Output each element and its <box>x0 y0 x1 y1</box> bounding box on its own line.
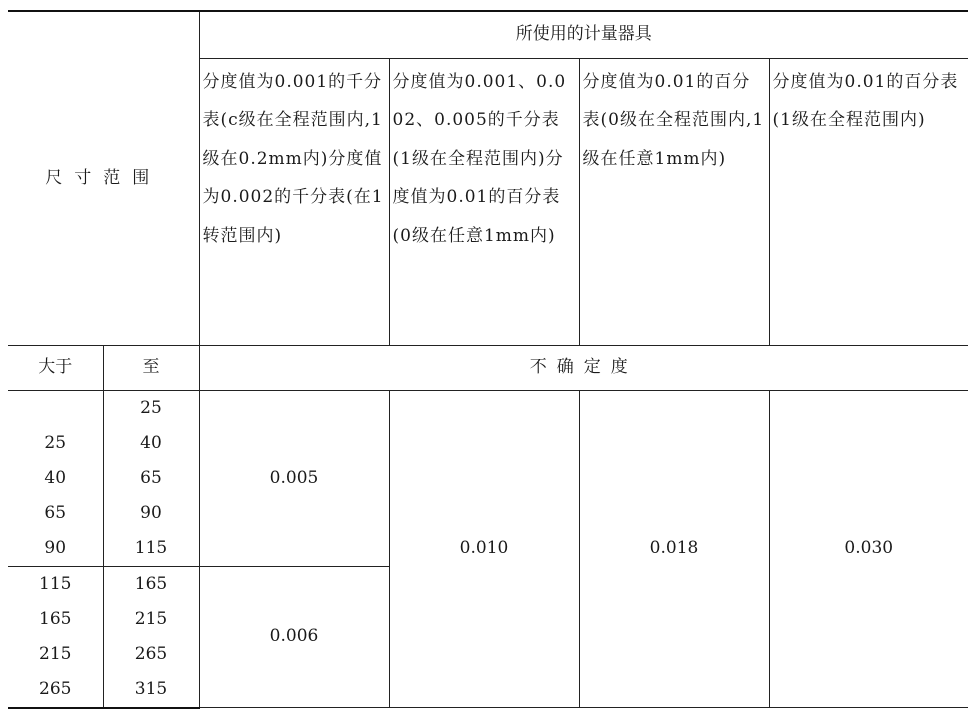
from-header: 大于 <box>8 345 103 390</box>
row-7-from: 165 <box>8 602 103 637</box>
row-2-from: 25 <box>8 426 103 461</box>
row-5-from: 90 <box>8 531 103 567</box>
row-6-to: 165 <box>103 566 199 602</box>
row-6-from: 115 <box>8 566 103 602</box>
row-9-to: 315 <box>103 672 199 708</box>
uncertainty-col2: 0.010 <box>389 390 579 708</box>
row-9-from: 265 <box>8 672 103 708</box>
row-7-to: 215 <box>103 602 199 637</box>
instrument-4-text: 分度值为0.01的百分表(1级在全程范围内) <box>772 71 959 130</box>
instrument-1-text: 分度值为0.001的千分表(c级在全程范围内,1级在0.2mm内)分度值为0.002的千分表(在1转范围内) <box>202 71 384 246</box>
row-4-to: 90 <box>103 496 199 531</box>
uncertainty-col1-group1: 0.005 <box>199 390 389 566</box>
instrument-1-description <box>199 58 389 345</box>
measuring-instrument-table <box>8 10 968 709</box>
uncertainty-col1-group2: 0.006 <box>199 566 389 708</box>
row-2-to: 40 <box>103 426 199 461</box>
instrument-2-text: 分度值为0.001、0.002、0.005的千分表(1级在全程范围内)分度值为0.01的百分表(0级在任意1mm内) <box>392 71 567 246</box>
instrument-3-text: 分度值为0.01的百分表(0级在全程范围内,1级在任意1mm内) <box>582 71 765 169</box>
row-4-from: 65 <box>8 496 103 531</box>
row-3-to: 65 <box>103 461 199 496</box>
row-1-to: 25 <box>103 390 199 426</box>
instrument-3-description <box>579 58 769 345</box>
instrument-header: 所使用的计量器具 <box>199 11 968 58</box>
instrument-2-description <box>389 58 579 345</box>
row-3-from: 40 <box>8 461 103 496</box>
to-header: 至 <box>103 345 199 390</box>
row-5-to: 115 <box>103 531 199 567</box>
row-8-to: 265 <box>103 637 199 672</box>
uncertainty-col3: 0.018 <box>579 390 769 708</box>
row-1-from <box>8 390 103 426</box>
row-8-from: 215 <box>8 637 103 672</box>
size-range-header: 尺寸范围 <box>8 11 199 345</box>
uncertainty-col4: 0.030 <box>769 390 968 708</box>
instrument-4-description <box>769 58 968 345</box>
uncertainty-header: 不确定度 <box>199 345 968 390</box>
